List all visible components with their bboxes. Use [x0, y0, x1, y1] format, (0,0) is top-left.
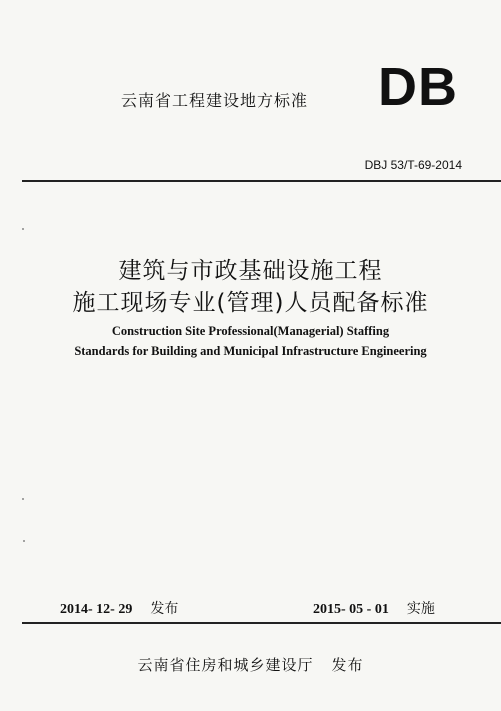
bottom-divider	[22, 622, 501, 624]
paper-speck	[23, 540, 25, 542]
effective-date-block	[313, 598, 435, 618]
paper-speck	[22, 498, 24, 500]
standard-series-label: 云南省工程建设地方标准	[121, 91, 309, 110]
title-en-line2: Standards for Building and Municipal Infrastructure Engineering	[74, 344, 427, 358]
db-logo: DB	[378, 57, 458, 117]
publisher-name: 云南省住房和城乡建设厅	[137, 656, 314, 674]
paper-speck	[22, 228, 24, 230]
publish-label: 发布	[331, 656, 364, 674]
title-zh-line1: 建筑与市政基础设施工程	[118, 258, 383, 284]
title-zh-line2: 施工现场专业(管理)人员配备标准	[72, 290, 429, 316]
issue-date: 2014- 12- 29	[60, 602, 133, 617]
issue-label: 发布	[150, 601, 179, 617]
effective-label: 实施	[406, 601, 435, 617]
top-divider	[22, 180, 501, 182]
issue-date-block	[60, 598, 178, 618]
publisher-block	[0, 654, 501, 675]
standard-code: DBJ 53/T-69-2014	[364, 158, 462, 172]
effective-date: 2015- 05 - 01	[313, 602, 389, 617]
title-en-line1: Construction Site Professional(Managerial) Staffing	[111, 324, 390, 338]
